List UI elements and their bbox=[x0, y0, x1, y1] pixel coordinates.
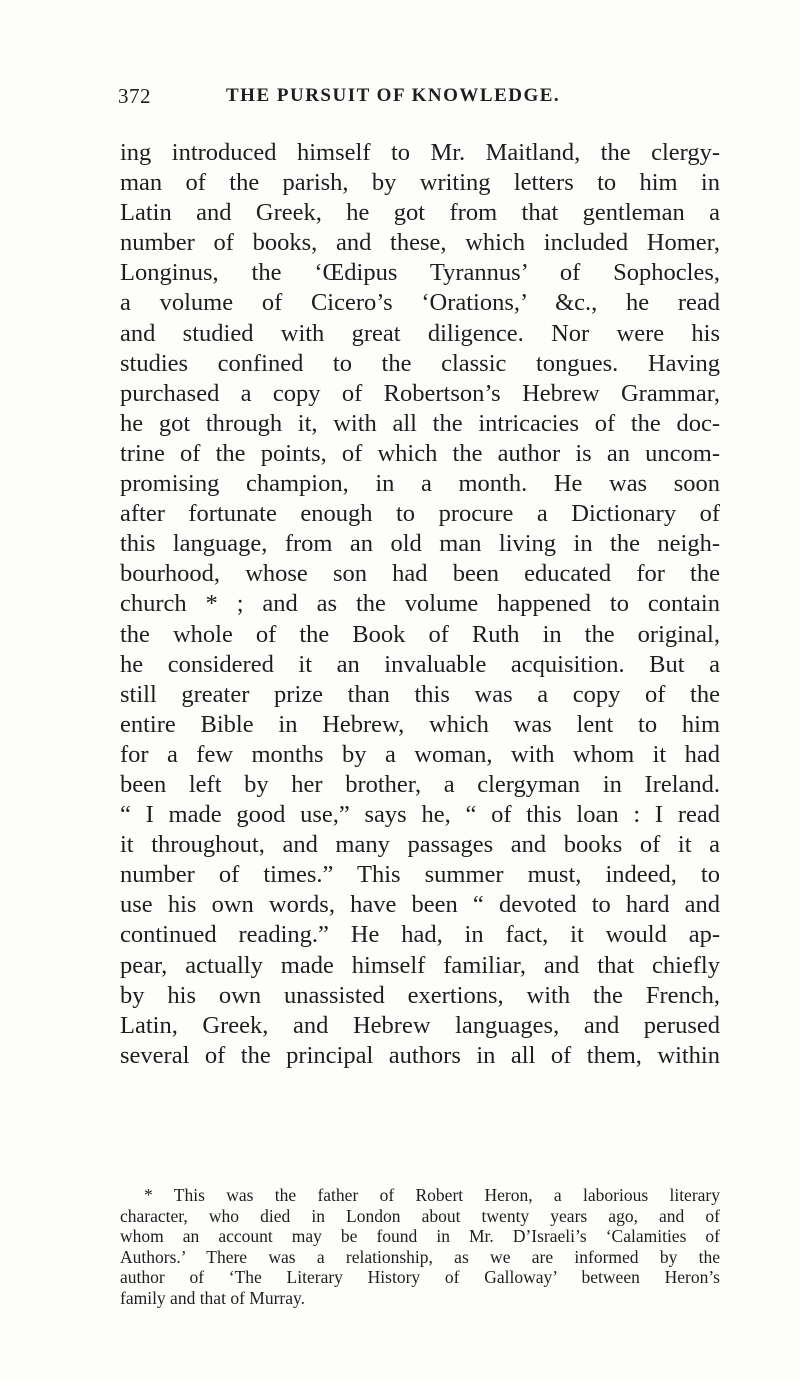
footnote bbox=[120, 1185, 720, 1309]
text-line: he considered it an invaluable acquisition. But a bbox=[120, 650, 720, 678]
text-line: the whole of the Book of Ruth in the original, bbox=[120, 620, 720, 648]
footnote-line: author of ‘The Literary History of Galloway’ between Heron’s bbox=[120, 1267, 720, 1288]
text-line: Longinus, the ‘Œdipus Tyrannus’ of Sophocles, bbox=[120, 259, 720, 287]
text-line: and studied with great diligence. Nor were his bbox=[120, 319, 720, 347]
text-line: trine of the points, of which the author is an uncom- bbox=[120, 439, 720, 467]
footnote-line: * This was the father of Robert Heron, a laborious literary bbox=[144, 1185, 720, 1205]
footnote-line: Authors.’ There was a relationship, as we are informed by the bbox=[120, 1246, 720, 1267]
page-number: 372 bbox=[118, 84, 151, 108]
text-line: continued reading.” He had, in fact, it would ap- bbox=[120, 921, 720, 949]
text-line: Latin and Greek, he got from that gentleman a bbox=[120, 199, 720, 227]
running-title: THE PURSUIT OF KNOWLEDGE. bbox=[226, 85, 561, 106]
body-text bbox=[120, 138, 720, 1071]
text-line: man of the parish, by writing letters to him in bbox=[120, 169, 720, 197]
text-line: after fortunate enough to procure a Dictionary of bbox=[120, 500, 720, 528]
text-line: studies confined to the classic tongues. Having bbox=[120, 349, 720, 377]
text-line: ing introduced himself to Mr. Maitland, the clergy- bbox=[120, 139, 720, 166]
text-line: promising champion, in a month. He was soon bbox=[120, 470, 720, 498]
text-line: church * ; and as the volume happened to contain bbox=[120, 590, 720, 618]
text-line: pear, actually made himself familiar, and that chiefly bbox=[120, 951, 720, 979]
text-line: entire Bible in Hebrew, which was lent to him bbox=[120, 710, 720, 738]
text-line: this language, from an old man living in the neigh- bbox=[120, 530, 720, 558]
text-line: number of times.” This summer must, indeed, to bbox=[120, 861, 720, 889]
text-line: it throughout, and many passages and books of it a bbox=[120, 831, 720, 859]
text-line: several of the principal authors in all of them, within bbox=[120, 1041, 720, 1069]
text-line: been left by her brother, a clergyman in Ireland. bbox=[120, 770, 720, 798]
text-line: Latin, Greek, and Hebrew languages, and perused bbox=[120, 1011, 720, 1039]
text-line: he got through it, with all the intricacies of the doc- bbox=[120, 409, 720, 437]
text-line: by his own unassisted exertions, with the French, bbox=[120, 981, 720, 1009]
text-line: use his own words, have been “ devoted to hard and bbox=[120, 891, 720, 919]
text-line: purchased a copy of Robertson’s Hebrew Grammar, bbox=[120, 379, 720, 407]
footnote-line: character, who died in London about twenty years ago, and of bbox=[120, 1205, 720, 1226]
running-head bbox=[118, 84, 720, 114]
text-line: “ I made good use,” says he, “ of this loan : I read bbox=[120, 801, 720, 829]
text-line: a volume of Cicero’s ‘Orations,’ &c., he read bbox=[120, 289, 720, 317]
footnote-line: family and that of Murray. bbox=[120, 1287, 305, 1308]
text-line: still greater prize than this was a copy of the bbox=[120, 680, 720, 708]
text-line: for a few months by a woman, with whom it had bbox=[120, 740, 720, 768]
text-line: number of books, and these, which included Homer, bbox=[120, 229, 720, 257]
footnote-line: whom an account may be found in Mr. D’Israeli’s ‘Calamities of bbox=[120, 1226, 720, 1247]
text-line: bourhood, whose son had been educated for the bbox=[120, 560, 720, 588]
